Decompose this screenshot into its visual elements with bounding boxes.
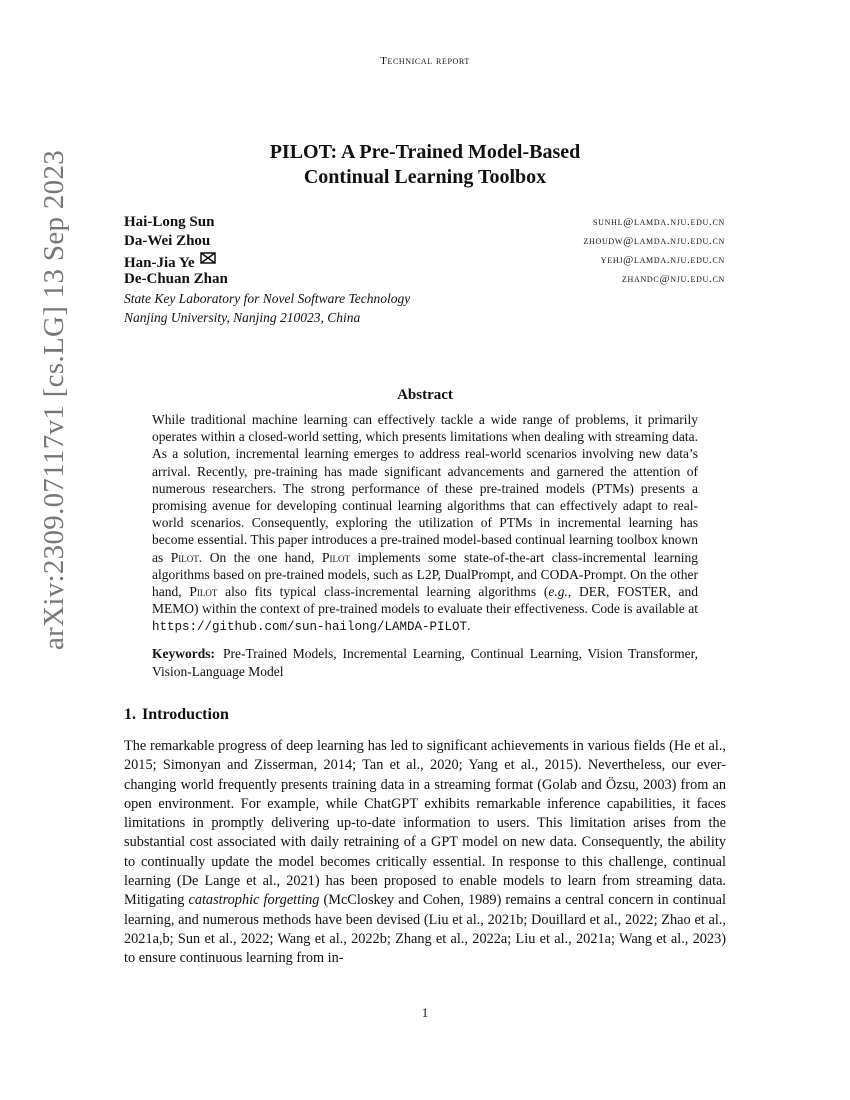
author-name: Hai-Long Sun <box>124 214 215 230</box>
abstract-text: While traditional machine learning can effectively tackle a wide range of problems, it primarily operates within a closed-world setting, which presents limitations when dealing with streaming data. As a solution, incremental learning emerges to address real-world scenarios involving new data’s arrival. Recently, pre-training has made significant advancements and garnered the attention of numerous researchers. The strong performance of these pre-trained models (PTMs) presents a promising avenue for developing continual learning algorithms that can effectively adapt to real-world scenarios. Consequently, exploring the utilization of PTMs in incremental learning has become essential. This paper introduces a pre-trained model-based continual learning toolbox known as <box>152 412 698 565</box>
author-email[interactable]: zhandc@nju.edu.cn <box>621 273 725 285</box>
toolbox-name: Pilot <box>321 549 350 565</box>
abstract-body <box>152 411 698 637</box>
toolbox-name: Pilot <box>170 549 199 565</box>
abstract-text: , DER, FOSTER, and MEMO) within the context of pre-trained models to evaluate their effectiveness. Code is available at <box>152 584 698 617</box>
abstract-text: . On the one hand, <box>198 549 322 565</box>
introduction-body <box>124 737 726 969</box>
abstract-text: also fits typical class-incremental learning algorithms ( <box>217 584 549 600</box>
author-email[interactable]: zhoudw@lamda.nju.edu.cn <box>583 235 725 247</box>
page-number: 1 <box>421 1005 429 1020</box>
author-name: De-Chuan Zhan <box>124 271 228 287</box>
author-row <box>124 252 216 272</box>
code-url-link[interactable]: https://github.com/sun-hailong/LAMDA-PILOT <box>152 620 468 635</box>
envelope-icon <box>200 252 216 264</box>
arxiv-identifier[interactable]: arXiv:2309.07117v1 [cs.LG] 13 Sep 2023 <box>38 149 70 650</box>
section-number: 1. <box>124 706 136 723</box>
title-line-1: PILOT: A Pre-Trained Model-Based <box>269 141 581 163</box>
author-email[interactable]: sunhl@lamda.nju.edu.cn <box>592 216 725 228</box>
affiliation-line-1: State Key Laboratory for Novel Software Technology <box>124 291 411 306</box>
section-title: Introduction <box>142 706 229 723</box>
affiliation-line-2: Nanjing University, Nanjing 210023, China <box>124 310 361 325</box>
keywords-label: Keywords: <box>152 646 215 661</box>
author-name: Han-Jia Ye <box>124 255 195 271</box>
title-line-2: Continual Learning Toolbox <box>303 166 547 188</box>
section-heading-introduction <box>124 706 229 724</box>
intro-emphasis: catastrophic forgetting <box>188 892 320 909</box>
running-header: Technical report <box>380 55 470 67</box>
author-email[interactable]: yehj@lamda.nju.edu.cn <box>600 254 725 266</box>
keywords <box>152 645 698 680</box>
abstract-emphasis: e.g. <box>548 584 568 600</box>
author-name: Da-Wei Zhou <box>124 233 211 249</box>
abstract-heading: Abstract <box>397 387 453 403</box>
keywords-text: Pre-Trained Models, Incremental Learning, Continual Learning, Vision Transformer, Vision-Language Model <box>152 646 698 679</box>
abstract-text: . <box>467 618 471 634</box>
paper-title <box>0 140 850 190</box>
toolbox-name: Pilot <box>189 584 218 600</box>
intro-text: The remarkable progress of deep learning has led to significant achievements in various fields (He et al., 2015; Simonyan and Zisserman, 2014; Tan et al., 2020; Yang et al., 2015). Nevertheless, our ever-changing world frequently presents training data in a streaming format (Golab and Özsu, 2003) from an open environment. For example, while ChatGPT exhibits remarkable inference capabilities, it faces limitations in promptly delivering up-to-date information to users. This limitation arises from the substantial cost associated with daily retraining of a GPT model on new data. Consequently, the ability to continually update the model becomes critically essential. In response to this challenge, continual learning (De Lange et al., 2021) has been proposed to enable models to learn from streaming data. Mitigating <box>124 738 726 909</box>
abstract-text: implements some state-of-the-art class-incremental learning algorithms based on pre-trained models, such as L2P, DualPrompt, and CODA-Prompt. On the other hand, <box>152 549 698 600</box>
intro-text: (McCloskey and Cohen, 1989) remains a central concern in continual learning, and numerous methods have been devised (Liu et al., 2021b; Douillard et al., 2022; Zhao et al., 2021a,b; Sun et al., 2022; Wang et al., 2022b; Zhang et al., 2022a; Liu et al., 2021a; Wang et al., 2023) to ensure continuous learning from in- <box>124 892 726 967</box>
